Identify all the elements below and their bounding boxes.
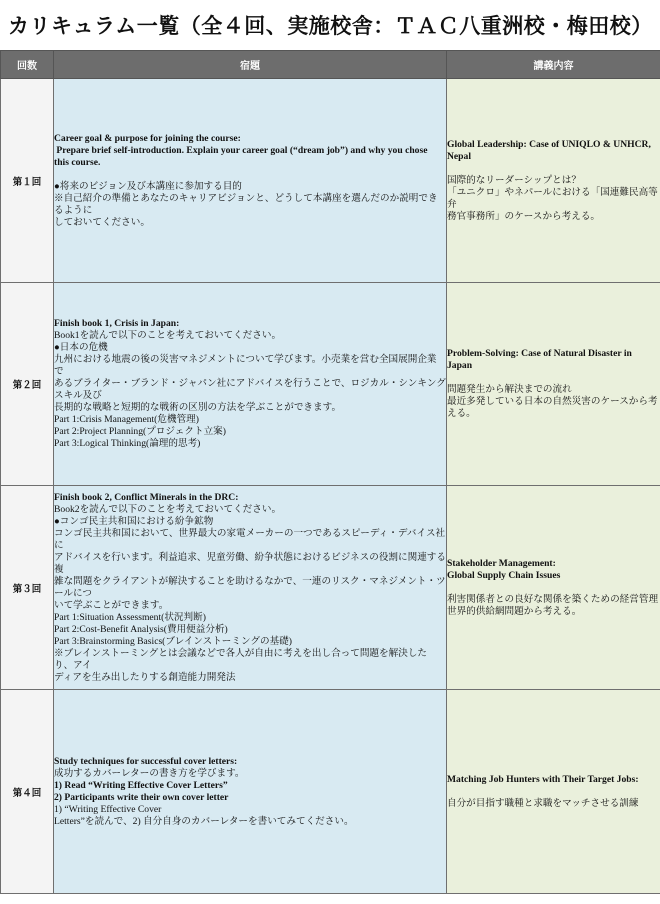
blank-line [447,786,660,798]
text-line: this course. [54,156,101,168]
lecture-cell [447,283,660,486]
text-line: 「ユニクロ」やネパールにおける「国連難民高等弁 [447,186,658,210]
text-line: Career goal & purpose for joining the course: [54,132,241,144]
blank-line [447,372,660,384]
header-lecture-content: 講義内容 [447,51,660,79]
session-number: 第４回 [1,690,54,894]
text-line: Part 1:Crisis Management(危機管理) [54,414,199,425]
text-line: ディアを生み出したりする創造能力開発法 [54,671,236,683]
text-line: ※自己紹介の準備とあなたのキャリアビジョンと、どうして本講座を選んだのか説明できるように [54,192,438,216]
blank-line [54,169,446,181]
text-line: Japan [447,360,473,371]
text-line: 世界的供給網問題から考える。 [447,605,582,617]
blank-line [447,163,660,175]
session-number: 第２回 [1,283,54,486]
text-line: いて学ぶことができます。 [54,599,169,611]
blank-line [447,582,660,594]
lecture-cell [447,486,660,690]
text-line: Part 2:Cost-Benefit Analysis(費用便益分析) [54,623,228,635]
text-line: ●コンゴ民主共和国における紛争鉱物 [54,515,214,527]
text-line: アドバイスを行います。利益追求、児童労働、紛争状態におけるビジネスの役割に関連する複 [54,551,446,575]
text-line: Nepal [447,150,471,162]
text-line: Prepare brief self-introduction. Explain your career goal (“dream job”) and why you chose [54,144,428,156]
text-line: Study techniques for successful cover letters: [54,755,238,767]
text-line: Stakeholder Management: [447,557,556,569]
text-line: える。 [447,408,476,419]
text-line: 長期的な戦略と短期的な戦術の区別の方法を学ぶことができます。 [54,402,342,413]
text-line: 雑な問題をクライアントが解決することを助けるなかで、一連のリスク・マネジメント・ツールにつ [54,575,446,599]
homework-cell [54,79,447,283]
text-line: Problem-Solving: Case of Natural Disaster in [447,348,632,359]
text-line: コンゴ民主共和国において、世界最大の家電メーカーの一つであるスピーディ・デバイス社に [54,527,446,551]
text-line: ●日本の危機 [54,342,108,353]
text-line: ※ブレインストーミングとは会議などで各人が自由に考えを出し合って問題を解決したり、アイ [54,647,428,671]
text-line: Finish book 2, Conflict Minerals in the DRC: [54,491,239,503]
text-line: 問題発生から解決までの流れ [447,384,572,395]
session-number: 第１回 [1,79,54,283]
text-line: 1) Read “Writing Effective Cover Letters” [54,779,228,791]
text-line: Part 3:Brainstorming Basics(ブレインストーミングの基礎) [54,635,292,647]
text-line: 九州における地震の後の災害マネジメントについて学びます。小売業を営む全国展開企業で [54,354,437,377]
text-line: Matching Job Hunters with Their Target Jobs: [447,773,639,785]
header-session-number: 回数 [1,51,54,79]
text-line: 最近多発している日本の自然災害のケースから考 [447,396,658,407]
text-line: 国際的なリーダーシップとは？ [447,174,581,186]
lecture-cell [447,690,660,894]
text-line: 2) Participants write their own cover letter [54,791,229,803]
homework-cell [54,283,447,486]
text-line: 成功するカバーレターの書き方を学びます。 [54,767,245,779]
text-line: Letters”を読んで、2) 自分自身のカバーレターを書いてみてください。 [54,815,354,827]
text-line: Part 1:Situation Assessment(状況判断) [54,611,206,623]
text-line: Global Leadership: Case of UNIQLO & UNHCR, [447,138,651,150]
table-row [1,79,660,283]
homework-cell [54,690,447,894]
text-line: Book2を読んで以下のことを考えておいてください。 [54,503,282,515]
text-line: 務官事務所」のケースから考える。 [447,210,601,222]
homework-cell [54,486,447,690]
text-line: Global Supply Chain Issues [447,569,561,581]
text-line: ●将来のビジョン及び本講座に参加する目的 [54,180,242,192]
text-line: Part 2:Project Planning(プロジェクト立案) [54,426,226,437]
text-line: 自分が目指す職種と求職をマッチさせる訓練 [447,797,639,809]
table-row [1,690,660,894]
table-header-row [1,51,660,79]
text-line: あるブライター・ブランド・ジャパン社にアドバイスを行うことで、ロジカル・シンキングスキル及び [54,378,446,401]
text-line: Book1を読んで以下のことを考えておいてください。 [54,330,282,341]
page-title: カリキュラム一覧（全４回、実施校舎：ＴＡＣ八重洲校・梅田校） [8,14,653,38]
text-line: しておいてください。 [54,216,150,228]
header-homework: 宿題 [54,51,447,79]
table-row [1,486,660,690]
text-line: Finish book 1, Crisis in Japan: [54,318,180,329]
text-line: 1) “Writing Effective Cover [54,803,162,815]
text-line: Part 3:Logical Thinking(論理的思考) [54,438,201,449]
curriculum-table [0,50,660,894]
table-row [1,283,660,486]
session-number: 第３回 [1,486,54,690]
text-line: 利害関係者との良好な関係を築くための経営管理 [447,593,659,605]
lecture-cell [447,79,660,283]
